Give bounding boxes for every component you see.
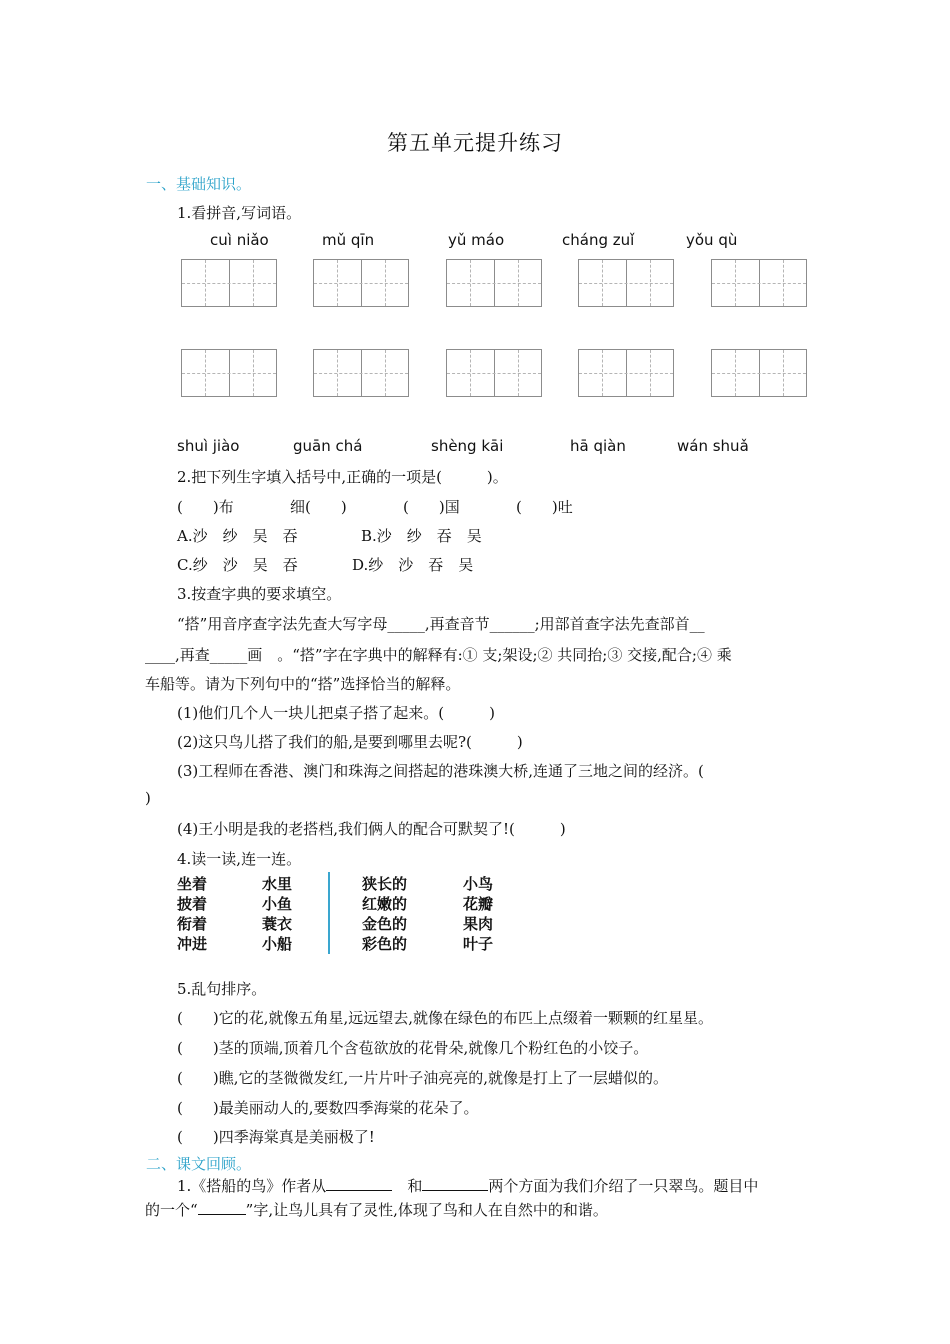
- q3-sentence-2: (2)这只鸟儿搭了我们的船,是要到哪里去呢?( ): [177, 733, 523, 751]
- s2-text: 和: [407, 1177, 423, 1195]
- q5-prompt: 5.乱句排序。: [177, 980, 267, 998]
- writing-grid[interactable]: [181, 349, 277, 397]
- pinyin-2-4: hā qiàn: [570, 437, 626, 455]
- match-col-4: [463, 874, 493, 954]
- pinyin-1-3: yǔ máo: [448, 231, 505, 249]
- q3-sentence-1: (1)他们几个人一块儿把桌子搭了起来。( ): [177, 704, 495, 722]
- match-col-2: [262, 874, 292, 954]
- q3-line2: ____,再查_____画 。“搭”字在字典中的解释有:① 支;架设;② 共同抬;③ 交接,配合;④ 乘: [145, 646, 732, 664]
- match-item[interactable]: 坐着: [177, 875, 208, 893]
- s2-text: 两个方面为我们介绍了一只翠鸟。题目中: [488, 1177, 759, 1195]
- pinyin-1-4: cháng zuǐ: [562, 231, 635, 249]
- writing-grid[interactable]: [711, 349, 807, 397]
- q5-item-5: ( )四季海棠真是美丽极了!: [177, 1128, 375, 1146]
- s2-text: ”字,让鸟儿具有了灵性,体现了鸟和人在自然中的和谐。: [245, 1201, 608, 1219]
- match-item[interactable]: 水里: [262, 875, 293, 893]
- q4-prompt: 4.读一读,连一连。: [177, 850, 302, 868]
- q2-option-b[interactable]: B.沙 纱 吞 吴: [361, 527, 482, 545]
- writing-grid[interactable]: [578, 259, 674, 307]
- match-item[interactable]: 衔着: [177, 915, 208, 933]
- q5-item-4: ( )最美丽动人的,要数四季海棠的花朵了。: [177, 1099, 479, 1117]
- section2-heading: 二、课文回顾。: [146, 1155, 252, 1173]
- pinyin-1-1: cuì niǎo: [210, 231, 269, 249]
- pinyin-2-5: wán shuǎ: [677, 437, 749, 455]
- match-item[interactable]: 蓑衣: [262, 915, 293, 933]
- match-item[interactable]: 叶子: [463, 935, 494, 953]
- q1-prompt: 1.看拼音,写词语。: [177, 204, 302, 222]
- answer-blank[interactable]: [326, 1176, 392, 1191]
- match-item[interactable]: 金色的: [362, 915, 408, 933]
- writing-grid[interactable]: [446, 349, 542, 397]
- q2-blank-3: ( )国: [403, 498, 460, 516]
- match-item[interactable]: 小鸟: [463, 875, 494, 893]
- match-item[interactable]: 小鱼: [262, 895, 293, 913]
- writing-grid[interactable]: [711, 259, 807, 307]
- match-item[interactable]: 小船: [262, 935, 293, 953]
- s2-text: 1.《搭船的鸟》作者从: [177, 1177, 327, 1195]
- s2-line2: [145, 1199, 608, 1220]
- s2-text: 的一个“: [145, 1201, 198, 1219]
- match-col-1: [177, 874, 207, 954]
- match-col-3: [362, 874, 407, 954]
- q3-prompt: 3.按查字典的要求填空。: [177, 585, 342, 603]
- q2-prompt: 2.把下列生字填入括号中,正确的一项是( )。: [177, 468, 508, 486]
- match-item[interactable]: 果肉: [463, 915, 494, 933]
- q2-option-d[interactable]: D.纱 沙 吞 吴: [352, 556, 474, 574]
- q2-blank-2: 细( ): [290, 498, 347, 516]
- q2-blank-4: ( )吐: [516, 498, 573, 516]
- match-item[interactable]: 红嫩的: [362, 895, 408, 913]
- q3-sentence-3-close: ): [145, 789, 151, 807]
- q2-option-a[interactable]: A.沙 纱 吴 吞: [177, 527, 298, 545]
- q3-sentence-3: (3)工程师在香港、澳门和珠海之间搭起的港珠澳大桥,连通了三地之间的经济。(: [177, 762, 704, 780]
- q3-sentence-4: (4)王小明是我的老搭档,我们俩人的配合可默契了!( ): [177, 820, 566, 838]
- page-title: 第五单元提升练习: [387, 131, 563, 155]
- q2-blank-1: ( )布: [177, 498, 234, 516]
- writing-grid[interactable]: [313, 259, 409, 307]
- writing-grid[interactable]: [446, 259, 542, 307]
- s2-line1: [177, 1175, 758, 1196]
- q5-item-2: ( )茎的顶端,顶着几个含苞欲放的花骨朵,就像几个粉红色的小饺子。: [177, 1039, 649, 1057]
- pinyin-1-5: yǒu qù: [686, 231, 738, 249]
- q5-item-3: ( )瞧,它的茎微微发红,一片片叶子油亮亮的,就像是打上了一层蜡似的。: [177, 1069, 669, 1087]
- match-item[interactable]: 花瓣: [463, 895, 494, 913]
- writing-grid[interactable]: [578, 349, 674, 397]
- pinyin-2-2: guān chá: [293, 437, 363, 455]
- answer-blank[interactable]: [422, 1176, 488, 1191]
- pinyin-1-2: mǔ qīn: [322, 231, 375, 249]
- writing-grid[interactable]: [313, 349, 409, 397]
- section1-heading: 一、基础知识。: [146, 175, 252, 193]
- divider-line: [328, 872, 330, 954]
- q5-item-1: ( )它的花,就像五角星,远远望去,就像在绿色的布匹上点缀着一颗颗的红星星。: [177, 1009, 714, 1027]
- pinyin-2-3: shèng kāi: [431, 437, 504, 455]
- q2-option-c[interactable]: C.纱 沙 吴 吞: [177, 556, 298, 574]
- answer-blank[interactable]: [198, 1200, 246, 1215]
- match-item[interactable]: 披着: [177, 895, 208, 913]
- match-item[interactable]: 狭长的: [362, 875, 408, 893]
- match-item[interactable]: 冲进: [177, 935, 208, 953]
- writing-grid[interactable]: [181, 259, 277, 307]
- pinyin-2-1: shuì jiào: [177, 437, 240, 455]
- match-item[interactable]: 彩色的: [362, 935, 408, 953]
- q3-line1: “搭”用音序查字法先查大写字母_____,再查音节______;用部首查字法先查部首__: [177, 615, 705, 633]
- q3-line3: 车船等。请为下列句中的“搭”选择恰当的解释。: [145, 675, 461, 693]
